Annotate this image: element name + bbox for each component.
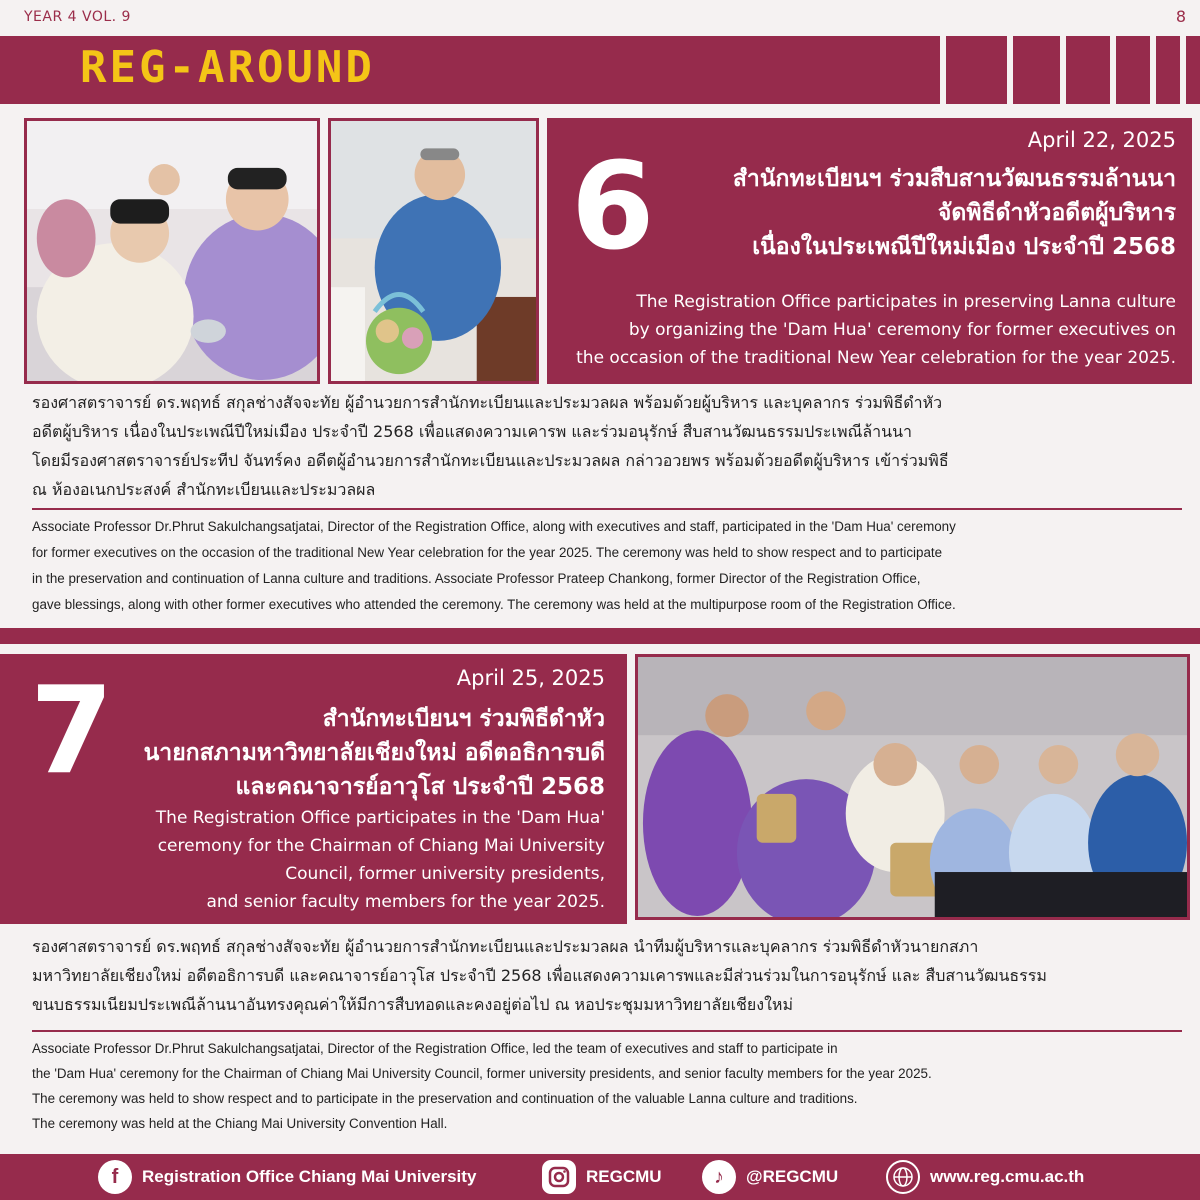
body-en-line: the 'Dam Hua' ceremony for the Chairman of Chiang Mai University Council, former university presidents, and senior faculty members for the year 2025. xyxy=(32,1066,932,1081)
title-en-line: by organizing the 'Dam Hua' ceremony for former executives on xyxy=(628,320,1176,340)
story7-body-en xyxy=(32,1036,1182,1136)
title-en-line: The Registration Office participates in the 'Dam Hua' xyxy=(155,808,605,828)
body-th-line: อดีตผู้บริหาร เนื่องในประเพณีปีใหม่เมือง ประจำปี 2568 เพื่อแสดงความเคารพ และร่วมอนุรักษ์ สืบสานวัฒนธรรมประเพณีล้านนา xyxy=(32,422,912,441)
title-th-line: สำนักทะเบียนฯ ร่วมพิธีดำหัว xyxy=(322,706,605,732)
volume-label: YEAR 4 VOL. 9 xyxy=(24,9,131,25)
story6-date: April 22, 2025 xyxy=(1027,128,1176,152)
story6-headline-panel xyxy=(547,118,1192,384)
banner-stripe xyxy=(1060,36,1066,104)
facebook-label: Registration Office Chiang Mai University xyxy=(142,1167,477,1186)
title-th-line: เนื่องในประเพณีปีใหม่เมือง ประจำปี 2568 xyxy=(752,234,1176,260)
title-en-line: ceremony for the Chairman of Chiang Mai University xyxy=(157,836,605,856)
story6-title-en xyxy=(551,288,1176,372)
page-number: 8 xyxy=(1175,7,1186,26)
story7-divider xyxy=(32,1030,1182,1032)
banner-stripe xyxy=(940,36,946,104)
story6-title-th xyxy=(616,162,1176,264)
title-en-line: the occasion of the traditional New Year celebration for the year 2025. xyxy=(576,348,1176,368)
website-label: www.reg.cmu.ac.th xyxy=(930,1167,1085,1186)
title-en-line: The Registration Office participates in preserving Lanna culture xyxy=(636,292,1176,312)
banner-stripe xyxy=(1007,36,1013,104)
body-en-line: Associate Professor Dr.Phrut Sakulchangsatjatai, Director of the Registration Office, along with executives and staff, participated in the 'Dam Hua' ceremony xyxy=(32,519,956,534)
footer-facebook[interactable] xyxy=(98,1154,476,1200)
facebook-icon: f xyxy=(98,1160,132,1194)
tiktok-icon: ♪ xyxy=(702,1160,736,1194)
top-line xyxy=(0,0,1200,36)
title-th-line: และคณาจารย์อาวุโส ประจำปี 2568 xyxy=(235,774,605,800)
footer-website[interactable] xyxy=(886,1154,1084,1200)
story6-divider xyxy=(32,508,1182,510)
body-th-line: รองศาสตราจารย์ ดร.พฤทธ์ สกุลช่างสัจจะทัย ผู้อำนวยการสำนักทะเบียนและประมวลผล นำทีมผู้บริหารและบุคลากร ร่วมพิธีดำหัวนายกสภา xyxy=(32,937,979,956)
story7-body-th xyxy=(32,932,1182,1019)
body-th-line: ณ ห้องอเนกประสงค์ สำนักทะเบียนและประมวลผล xyxy=(32,480,376,499)
tiktok-label: @REGCMU xyxy=(746,1167,839,1186)
title-en-line: and senior faculty members for the year 2025. xyxy=(206,892,605,912)
body-th-line: รองศาสตราจารย์ ดร.พฤทธ์ สกุลช่างสัจจะทัย ผู้อำนวยการสำนักทะเบียนและประมวลผล พร้อมด้วยผู้บริหาร และบุคลากร ร่วมพิธีดำหัว xyxy=(32,393,943,412)
body-th-line: โดยมีรองศาสตราจารย์ประทีป จันทร์คง อดีตผู้อำนวยการสำนักทะเบียนและประมวลผล กล่าวอวยพร พร้อมด้วยอดีตผู้บริหาร เข้าร่วมพิธี xyxy=(32,451,949,470)
story7-title-en xyxy=(45,804,605,916)
body-en-line: The ceremony was held to show respect and to participate in the preservation and continuation of the valuable Lanna culture and traditions. xyxy=(32,1091,858,1106)
instagram-label: REGCMU xyxy=(586,1167,662,1186)
section-banner xyxy=(0,36,1200,104)
body-th-line: ขนบธรรมเนียมประเพณีล้านนาอันทรงคุณค่าให้มีการสืบทอดและคงอยู่ต่อไป ณ หอประชุมมหาวิทยาลัยเชียงใหม่ xyxy=(32,995,793,1014)
story6-body-en xyxy=(32,514,1182,618)
banner-stripe xyxy=(1110,36,1116,104)
story6-number: 6 xyxy=(571,138,655,277)
footer-instagram[interactable] xyxy=(542,1154,662,1200)
section-title: REG-AROUND xyxy=(80,42,375,93)
banner-stripe xyxy=(1180,36,1186,104)
story7-number: 7 xyxy=(30,662,114,801)
story7-date: April 25, 2025 xyxy=(456,666,605,690)
story7-headline-panel xyxy=(0,654,627,924)
footer-tiktok[interactable] xyxy=(702,1154,838,1200)
title-th-line: สำนักทะเบียนฯ ร่วมสืบสานวัฒนธรรมล้านนา xyxy=(732,166,1176,192)
title-en-line: Council, former university presidents, xyxy=(285,864,605,884)
section-separator xyxy=(0,628,1200,644)
globe-icon xyxy=(886,1160,920,1194)
title-th-line: จัดพิธีดำหัวอดีตผู้บริหาร xyxy=(937,200,1176,226)
banner-stripe xyxy=(1150,36,1156,104)
story6-photo-2 xyxy=(328,118,539,384)
story7-title-th xyxy=(125,702,605,804)
instagram-icon xyxy=(542,1160,576,1194)
footer xyxy=(0,1154,1200,1200)
body-en-line: Associate Professor Dr.Phrut Sakulchangsatjatai, Director of the Registration Office, led the team of executives and staff to participate in xyxy=(32,1041,838,1056)
title-th-line: นายกสภามหาวิทยาลัยเชียงใหม่ อดีตอธิการบดี xyxy=(143,740,605,766)
body-en-line: The ceremony was held at the Chiang Mai University Convention Hall. xyxy=(32,1116,448,1131)
story6-photo-1 xyxy=(24,118,320,384)
story7-photo xyxy=(635,654,1190,920)
body-en-line: gave blessings, along with other former executives who attended the ceremony. The ceremony was held at the multipurpose room of the Registration Office. xyxy=(32,597,956,612)
body-en-line: for former executives on the occasion of the traditional New Year celebration for the year 2025. The ceremony was held to show respect and to participate xyxy=(32,545,943,560)
story6-body-th xyxy=(32,388,1182,504)
body-th-line: มหาวิทยาลัยเชียงใหม่ อดีตอธิการบดี และคณาจารย์อาวุโส ประจำปี 2568 เพื่อแสดงความเคารพและมีส่วนร่วมในการอนุรักษ์ และ สืบสานวัฒนธรรม xyxy=(32,966,1047,985)
body-en-line: in the preservation and continuation of Lanna culture and traditions. Associate Professor Prateep Chankong, former Director of the Registration Office, xyxy=(32,571,921,586)
